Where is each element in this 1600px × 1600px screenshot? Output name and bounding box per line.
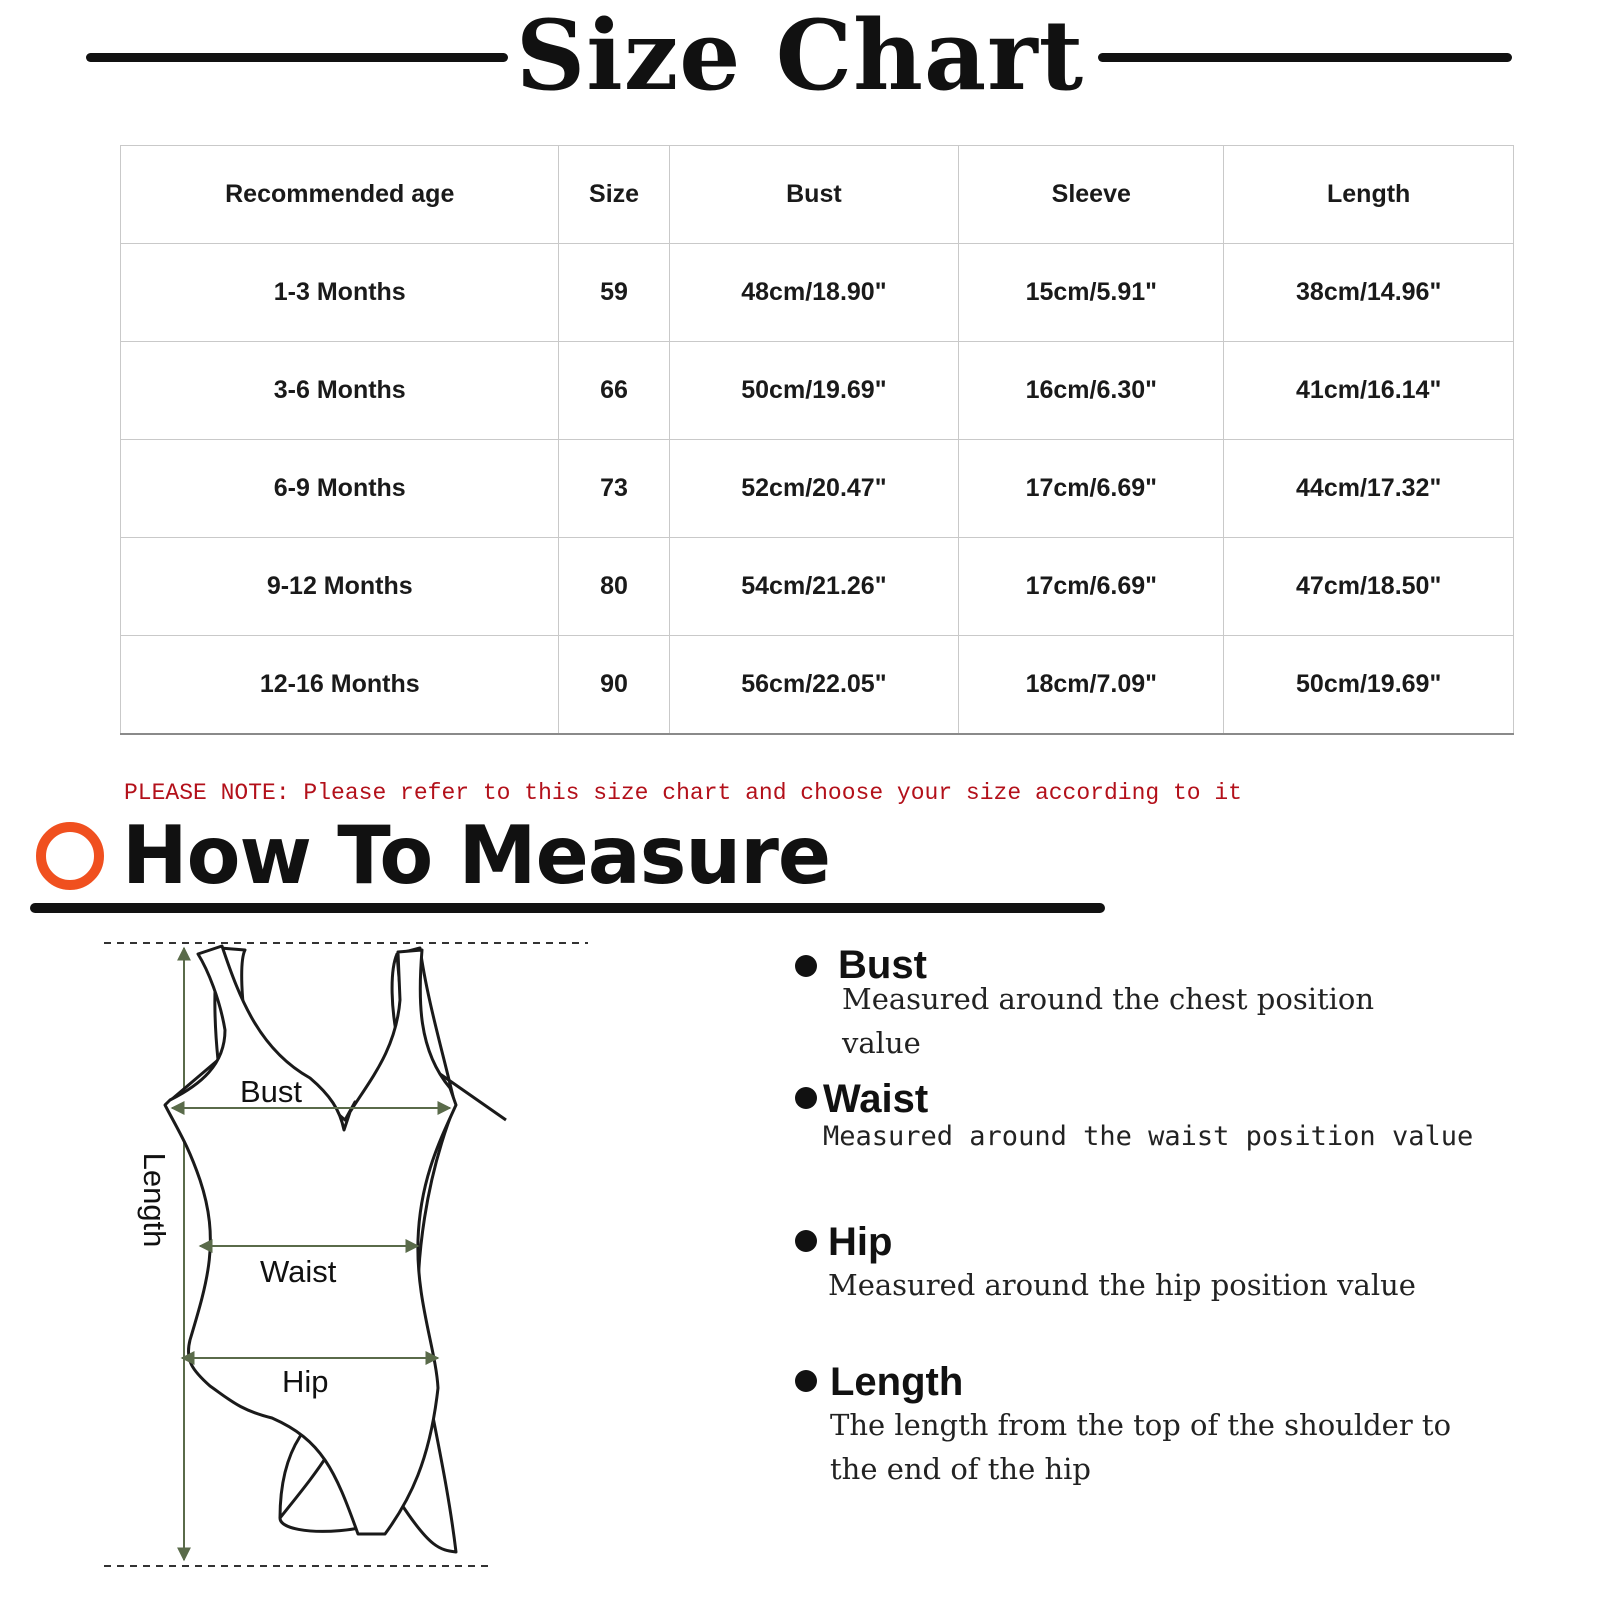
cell-age: 1-3 Months xyxy=(121,244,559,342)
cell-size: 66 xyxy=(559,342,669,440)
waist-label: Waist xyxy=(260,1254,337,1289)
item-title: Bust xyxy=(838,943,927,987)
header-recommended-age: Recommended age xyxy=(121,146,559,244)
bust-label: Bust xyxy=(240,1074,303,1109)
cell-bust: 50cm/19.69" xyxy=(669,342,959,440)
size-table xyxy=(120,145,1514,735)
item-desc: Measured around the chest position value xyxy=(842,982,1375,1060)
table-header-row xyxy=(121,146,1514,244)
bullet-icon xyxy=(795,955,817,977)
page-title: Size Chart xyxy=(515,0,1085,112)
item-title: Length xyxy=(830,1360,964,1404)
bodysuit-silhouette xyxy=(165,946,456,1534)
bullet-icon xyxy=(795,1370,817,1392)
cell-sleeve: 15cm/5.91" xyxy=(959,244,1224,342)
bullet-icon xyxy=(795,1087,817,1109)
cell-length: 50cm/19.69" xyxy=(1224,636,1514,735)
item-desc: The length from the top of the shoulder to the end of the hip xyxy=(830,1408,1452,1486)
cell-age: 12-16 Months xyxy=(121,636,559,735)
header-length: Length xyxy=(1224,146,1514,244)
measure-heading: How To Measure xyxy=(122,809,831,902)
cell-sleeve: 18cm/7.09" xyxy=(959,636,1224,735)
header-sleeve: Sleeve xyxy=(959,146,1224,244)
cell-age: 3-6 Months xyxy=(121,342,559,440)
header-bust: Bust xyxy=(669,146,959,244)
cell-sleeve: 17cm/6.69" xyxy=(959,538,1224,636)
cell-bust: 52cm/20.47" xyxy=(669,440,959,538)
hip-label: Hip xyxy=(282,1364,329,1399)
item-desc: Measured around the waist position value xyxy=(823,1121,1474,1152)
cell-size: 59 xyxy=(559,244,669,342)
table-row xyxy=(121,636,1514,735)
cell-age: 9-12 Months xyxy=(121,538,559,636)
table-row xyxy=(121,244,1514,342)
cell-length: 44cm/17.32" xyxy=(1224,440,1514,538)
cell-length: 38cm/14.96" xyxy=(1224,244,1514,342)
bullet-icon xyxy=(795,1230,817,1252)
cell-bust: 54cm/21.26" xyxy=(669,538,959,636)
cell-size: 90 xyxy=(559,636,669,735)
cell-age: 6-9 Months xyxy=(121,440,559,538)
cell-size: 80 xyxy=(559,538,669,636)
table-row xyxy=(121,440,1514,538)
ring-icon xyxy=(36,822,104,890)
measure-heading-underline xyxy=(30,903,1105,913)
item-desc: Measured around the hip position value xyxy=(828,1268,1416,1302)
bodysuit-diagram xyxy=(100,940,700,1580)
cell-size: 73 xyxy=(559,440,669,538)
header-size: Size xyxy=(559,146,669,244)
cell-length: 41cm/16.14" xyxy=(1224,342,1514,440)
size-note: PLEASE NOTE: Please refer to this size chart and choose your size according to it xyxy=(124,780,1242,806)
cell-length: 47cm/18.50" xyxy=(1224,538,1514,636)
item-title: Waist xyxy=(823,1077,929,1121)
table-row xyxy=(121,538,1514,636)
cell-sleeve: 16cm/6.30" xyxy=(959,342,1224,440)
length-label: Length xyxy=(137,1152,172,1248)
table-row xyxy=(121,342,1514,440)
cell-sleeve: 17cm/6.69" xyxy=(959,440,1224,538)
item-title: Hip xyxy=(828,1220,893,1264)
cell-bust: 56cm/22.05" xyxy=(669,636,959,735)
cell-bust: 48cm/18.90" xyxy=(669,244,959,342)
